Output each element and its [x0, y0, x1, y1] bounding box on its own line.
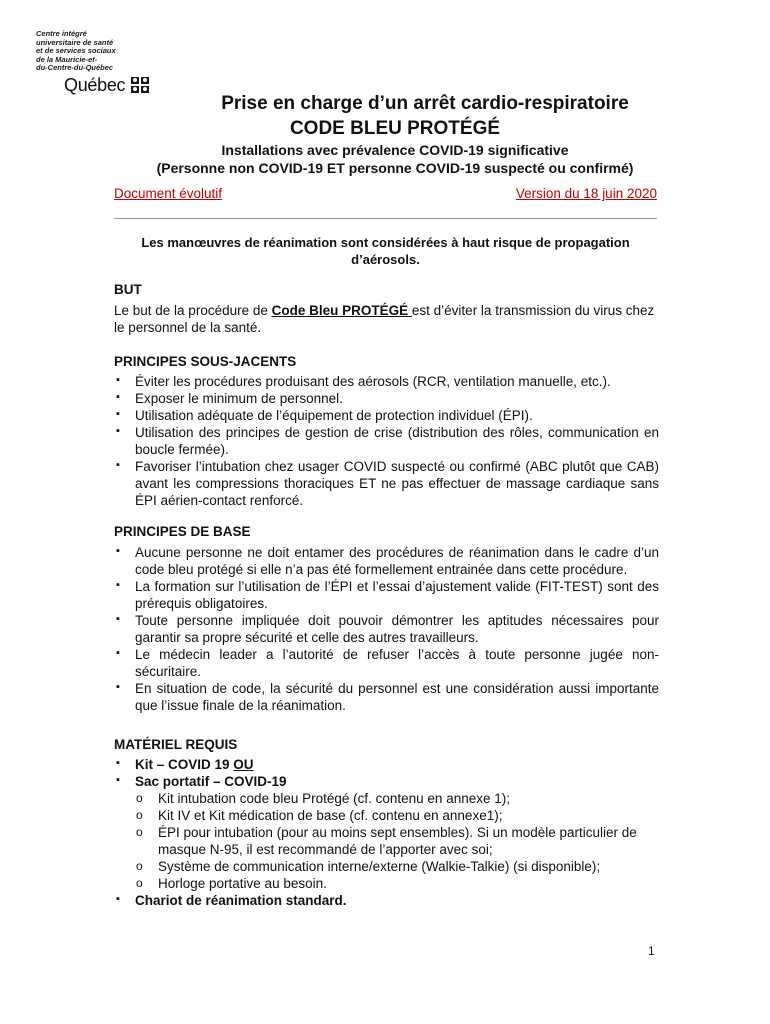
principes-de-base-list: [114, 544, 659, 714]
chariot-label: Chariot de réanimation standard.: [135, 893, 347, 908]
list-item: ▪ Favoriser l’intubation chez usager COVID suspecté ou confirmé (ABC plutôt que CAB) avant les compressions thoraciques ET ne pas effectuer de massage cardiaque sans ÉPI aérien-contact renforcé.: [114, 458, 659, 509]
section-heading-principes-sous-jacents: PRINCIPES SOUS-JACENTS: [114, 354, 297, 369]
purpose-text-start: Le but de la procédure de: [114, 303, 272, 318]
list-item: ▪ Éviter les procédures produisant des aérosols (RCR, ventilation manuelle, etc.).: [114, 373, 659, 390]
aerosol-warning: Les manœuvres de réanimation sont considérées à haut risque de propagation d’aérosols.: [141, 235, 630, 267]
document-title: Prise en charge d’un arrêt cardio-respiratoire: [221, 93, 629, 114]
kit-label: Kit – COVID 19: [135, 757, 234, 772]
sac-covid: – COVID-19: [209, 774, 287, 789]
list-item: ▪ Toute personne impliquée doit pouvoir démontrer les aptitudes nécessaires pour garantir sa propre sécurité et celle des autres travailleurs.: [114, 612, 659, 646]
section-heading-principes-de-base: PRINCIPES DE BASE: [114, 524, 251, 539]
sub-list-item: o ÉPI pour intubation (pour au moins sept ensembles). Si un modèle particulier de masque N-95, il est recommandé de l’apporter avec soi;: [114, 824, 659, 858]
purpose-paragraph: [114, 302, 659, 336]
quebec-flag-icon: [131, 77, 149, 93]
scope-line-2: (Personne non COVID-19 ET personne COVID-19 suspecté ou confirmé): [156, 160, 634, 176]
list-item: ▪ Exposer le minimum de personnel.: [114, 390, 659, 407]
page-number: 1: [648, 944, 655, 958]
scope-line-1: Installations avec prévalence COVID-19 significative: [221, 142, 569, 158]
list-item: ▪ Utilisation des principes de gestion de crise (distribution des rôles, communication en boucle fermée).: [114, 424, 659, 458]
sac-label: Sac portatif: [135, 774, 210, 789]
list-item: ▪ Le médecin leader a l’autorité de refuser l’accès à toute personne jugée non-sécuritaire.: [114, 646, 659, 680]
sub-list-item: o Système de communication interne/externe (Walkie-Talkie) (si disponible);: [114, 858, 659, 875]
list-item-sac: [114, 773, 659, 892]
sub-list-item: o Kit IV et Kit médication de base (cf. contenu en annexe1);: [114, 807, 659, 824]
document-version: Version du 18 juin 2020: [515, 186, 657, 201]
list-item: ▪ Utilisation adéquate de l’équipement de protection individuel (ÉPI).: [114, 407, 659, 424]
purpose-code-name: Code Bleu PROTÉGÉ: [271, 303, 412, 318]
sac-contents-list: [114, 790, 659, 892]
kit-or: OU: [233, 757, 254, 772]
sub-list-item: o Horloge portative au besoin.: [114, 875, 659, 892]
list-item-kit: [114, 756, 659, 773]
horizontal-divider: [114, 218, 657, 219]
section-heading-but: BUT: [114, 282, 142, 297]
list-item: ▪ Aucune personne ne doit entamer des procédures de réanimation dans le cadre d’un code bleu protégé si elle n’a pas été formellement entrainée dans cette procédure.: [114, 544, 659, 578]
organization-logo: [36, 30, 186, 100]
list-item-chariot: [114, 892, 659, 909]
document-status: Document évolutif: [114, 186, 223, 201]
section-heading-materiel-requis: MATÉRIEL REQUIS: [114, 737, 238, 752]
purpose-text-end: est d’éviter la transmission du virus chez le personnel de la santé.: [114, 303, 655, 335]
sub-list-item: o Kit intubation code bleu Protégé (cf. contenu en annexe 1);: [114, 790, 659, 807]
list-item: ▪ En situation de code, la sécurité du personnel est une considération aussi importante que l’issue finale de la réanimation.: [114, 680, 659, 714]
organization-name: Centre intégré universitaire de santé et de services sociaux de la Mauricie-et- du-Centre-du-Québec: [36, 29, 116, 73]
quebec-wordmark: Québec: [64, 74, 126, 95]
document-subtitle-code: CODE BLEU PROTÉGÉ: [289, 118, 501, 139]
principes-sous-jacents-list: [114, 373, 659, 509]
materiel-list: [114, 756, 659, 909]
list-item: ▪ La formation sur l’utilisation de l’ÉPI et l’essai d’ajustement valide (FIT-TEST) sont des prérequis obligatoires.: [114, 578, 659, 612]
